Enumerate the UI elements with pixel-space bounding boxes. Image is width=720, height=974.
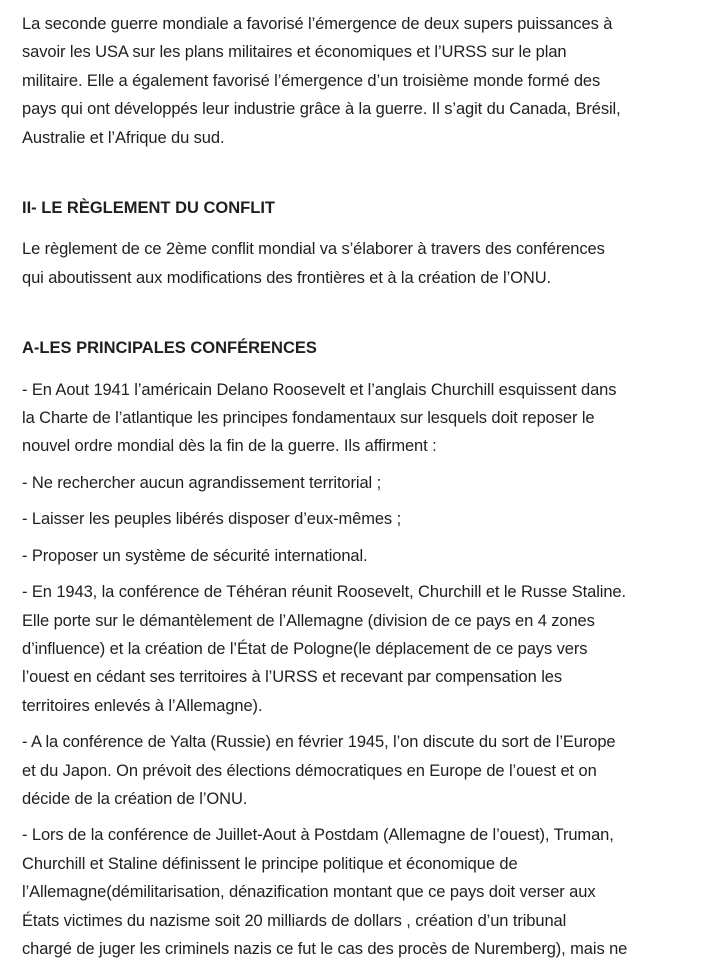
text-line: - En 1943, la conférence de Téhéran réunit Roosevelt, Churchill et le Russe Staline. — [22, 583, 626, 602]
text-line: - Lors de la conférence de Juillet-Aout à Postdam (Allemagne de l’ouest), Truman, — [22, 826, 614, 845]
text-line: d’influence) et la création de l’État de Pologne(le déplacement de ce pays vers — [22, 639, 588, 658]
text-line: - Laisser les peuples libérés disposer d’eux-mêmes ; — [22, 510, 402, 529]
bullet-securite — [22, 542, 700, 570]
document-text — [22, 10, 700, 963]
text-line: Le règlement de ce 2ème conflit mondial va s’élaborer à travers des conférences — [22, 240, 605, 259]
potsdam-paragraph — [22, 821, 700, 963]
reglement-paragraph — [22, 235, 700, 292]
text-line: Australie et l’Afrique du sud. — [22, 128, 225, 147]
text-line: l’ouest en cédant ses territoires à l’URSS et recevant par compensation les — [22, 668, 563, 687]
text-line: - Proposer un système de sécurité international. — [22, 546, 368, 565]
text-line: pays qui ont développés leur industrie grâce à la guerre. Il s’agit du Canada, Brésil, — [22, 100, 621, 119]
text-line: la Charte de l’atlantique les principes fondamentaux sur lesquels doit reposer le — [22, 409, 595, 428]
section-heading-reglement — [22, 194, 700, 222]
text-line: l’Allemagne(démilitarisation, dénazification montant que ce pays doit verser aux — [22, 883, 596, 902]
text-line: qui aboutissent aux modifications des frontières et à la création de l’ONU. — [22, 268, 552, 287]
text-line: territoires enlevés à l’Allemagne). — [22, 696, 263, 715]
charte-atlantique-paragraph — [22, 376, 700, 461]
teheran-paragraph — [22, 578, 700, 720]
intro-paragraph — [22, 10, 700, 152]
text-line: A-LES PRINCIPALES CONFÉRENCES — [22, 339, 317, 358]
text-line: Churchill et Staline définissent le principe politique et économique de — [22, 854, 518, 873]
section-heading-conferences — [22, 334, 700, 362]
text-line: militaire. Elle a également favorisé l’émergence d’un troisième monde formé des — [22, 71, 601, 90]
text-line: et du Japon. On prévoit des élections démocratiques en Europe de l’ouest et on — [22, 761, 597, 780]
text-line: La seconde guerre mondiale a favorisé l’émergence de deux supers puissances à — [22, 15, 613, 33]
bullet-peuples-liberes — [22, 505, 700, 533]
text-line: décide de la création de l’ONU. — [22, 789, 248, 808]
text-line: savoir les USA sur les plans militaires et économiques et l’URSS sur le plan — [22, 43, 567, 62]
text-line: chargé de juger les criminels nazis ce fut le cas des procès de Nuremberg), mais ne — [22, 939, 628, 958]
text-line: - En Aout 1941 l’américain Delano Roosevelt et l’anglais Churchill esquissent dans — [22, 380, 617, 399]
text-line: - A la conférence de Yalta (Russie) en février 1945, l’on discute du sort de l’Europe — [22, 733, 616, 752]
yalta-paragraph — [22, 728, 700, 813]
text-line: Elle porte sur le démantèlement de l’Allemagne (division de ce pays en 4 zones — [22, 611, 595, 630]
text-line: II- LE RÈGLEMENT DU CONFLIT — [22, 199, 275, 218]
text-line: nouvel ordre mondial dès la fin de la guerre. Ils affirment : — [22, 437, 437, 456]
text-line: États victimes du nazisme soit 20 milliards de dollars , création d’un tribunal — [22, 911, 567, 930]
bullet-agrandissement — [22, 469, 700, 497]
text-line: - Ne rechercher aucun agrandissement territorial ; — [22, 473, 382, 492]
